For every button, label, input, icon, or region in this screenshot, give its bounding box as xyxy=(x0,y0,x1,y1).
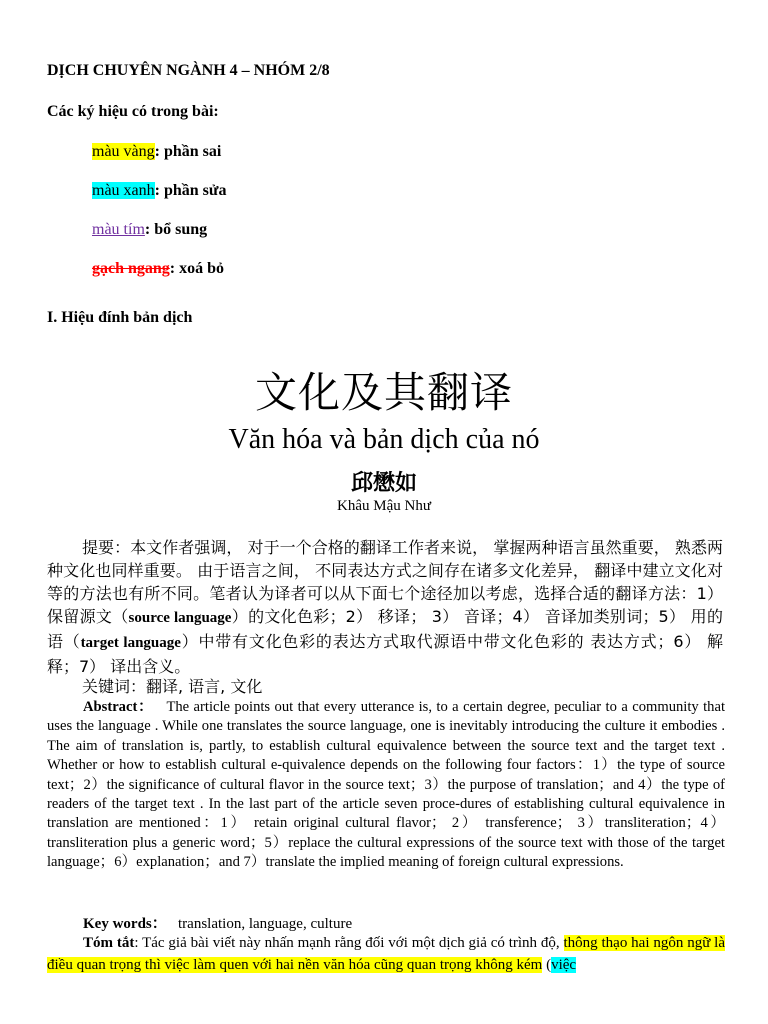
term-target-language: target language xyxy=(80,635,181,651)
document-title: DỊCH CHUYÊN NGÀNH 4 – NHÓM 2/8 xyxy=(47,62,330,79)
keywords-english-text: translation, language, culture xyxy=(178,916,353,932)
legend-heading: Các ký hiệu có trong bài: xyxy=(47,103,219,120)
author-vietnamese: Khâu Mậu Như xyxy=(337,498,431,514)
legend-item-yellow xyxy=(92,143,221,161)
legend-meaning: : xoá bỏ xyxy=(169,260,225,277)
legend-marker-purple: màu tím xyxy=(92,221,145,238)
abstract-chinese xyxy=(47,536,723,678)
abstract-chinese-text: ）中带有文化色彩的表达方式取代源语中带文化色彩的 表达方式；6） 解释；7） 译出含义。 xyxy=(47,632,723,676)
summary-vietnamese-text: ( xyxy=(542,957,552,973)
keywords-english xyxy=(83,912,352,933)
abstract-english xyxy=(47,698,725,873)
term-source-language: source language xyxy=(128,610,232,626)
author-chinese: 邱懋如 xyxy=(350,471,417,496)
keywords-chinese: 关键词：翻译, 语言, 文化 xyxy=(82,677,263,696)
legend-marker-cyan: màu xanh xyxy=(92,182,155,199)
summary-vietnamese-text: : Tác giả bài viết này nhấn mạnh rằng đối với một dịch giả có trình độ, xyxy=(134,935,564,951)
legend-marker-strikethrough: gạch ngang xyxy=(92,260,170,277)
abstract-english-text: The article points out that every utterance is, to a certain degree, peculiar to a community that uses the language . While one translates the source language, one is inevitably introducing the culture it embodies . The aim of translation is, partly, to establish cultural equivalence between the source text and the target text . Whether or how to establish cultural e-quivalence depends on the following four factors：1）the type of source text；2）the significance of cultural flavor in the source text；3）the purpose of translation；and 4）the type of readers of the target text . In the last part of the article seven proce-dures of establishing cultural equivalence in translation are mentioned：1） retain original cultural flavor； 2） transference； 3）transliteration；4）transliteration plus a generic word；5）replace the cultural expressions of the source text with those of the target language；6）explanation；and 7）translate the implied meaning of foreign cultural expressions. xyxy=(47,699,726,871)
legend-meaning: : phần sai xyxy=(154,143,222,160)
legend-marker-yellow: màu vàng xyxy=(92,143,155,160)
summary-vietnamese xyxy=(47,932,725,976)
section-heading: I. Hiệu đính bản dịch xyxy=(47,309,193,326)
legend-item-strike xyxy=(92,260,224,278)
keywords-english-label: Key words： xyxy=(83,916,167,932)
highlight-correction: việc xyxy=(551,957,577,973)
legend-meaning: : bổ sung xyxy=(144,221,208,238)
legend-item-cyan xyxy=(92,182,227,200)
abstract-english-label: Abstract： xyxy=(83,699,154,715)
highlight-error: thông thạo hai ngôn ngữ là điều quan trọng thì việc làm quen với hai nền văn hóa cũng quan trọng không kém xyxy=(47,935,725,973)
article-title-chinese: 文化及其翻译 xyxy=(254,368,513,417)
summary-vietnamese-label: Tóm tắt xyxy=(83,935,135,951)
legend-meaning: : phần sửa xyxy=(154,182,227,199)
abstract-chinese-text: ）的文化色彩；2） 移译； 3） 音译；4） 音译加类别词；5） 用的语（ xyxy=(47,607,723,651)
article-title-vietnamese: Văn hóa và bản dịch của nó xyxy=(228,424,540,455)
legend-item-purple xyxy=(92,221,207,239)
abstract-chinese-text: 提要：本文作者强调， 对于一个合格的翻译工作者来说， 掌握两种语言虽然重要， 熟悉两种文化也同样重要。 由于语言之间， 不同表达方式之间存在诸多文化差异， 翻译中建立文化对等的方法也有所不同。笔者认为译者可以从下面七个途径加以考虑，选择合适的翻译方法：1） 保留源文（ xyxy=(47,538,723,626)
